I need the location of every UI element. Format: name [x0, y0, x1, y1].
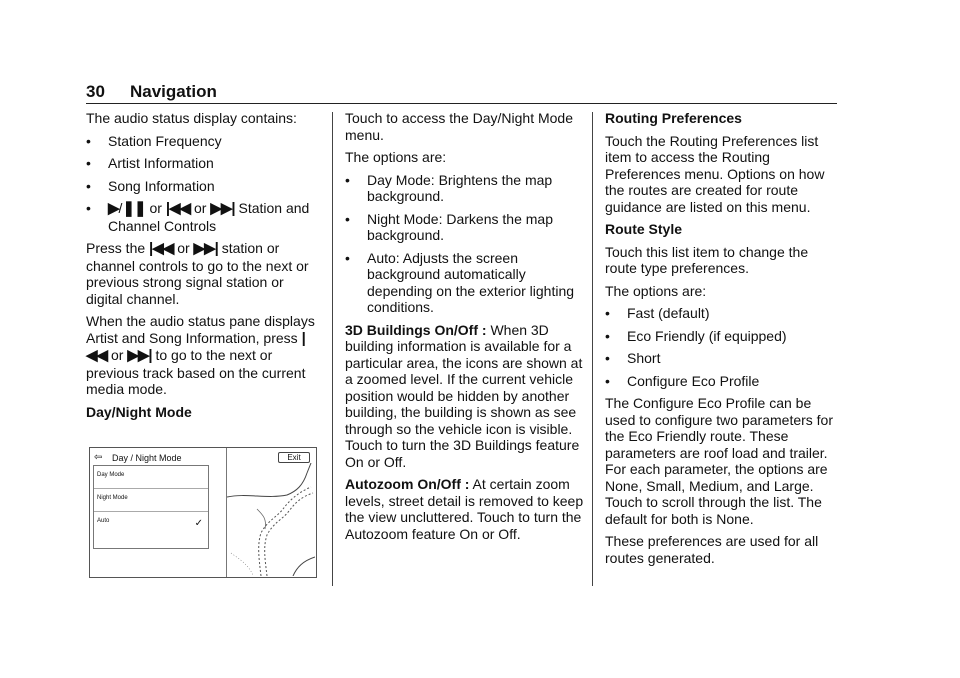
- section-title: Navigation: [130, 82, 217, 101]
- screen-title: Day / Night Mode: [112, 453, 182, 463]
- seek-forward-icon: ▶▶|: [127, 347, 152, 364]
- paragraph: The Configure Eco Profile can be used to configure two parameters for the Eco Friendly route. These parameters are roof load and trailer. For each parameter, the options are None, Small, Medium, and Large. Touch to scroll through the list. The default for both is None.: [605, 395, 834, 527]
- paragraph: Touch to access the Day/Night Mode menu.: [345, 110, 574, 143]
- column-3: [605, 110, 840, 572]
- seek-back-icon: |◀◀: [149, 240, 174, 257]
- header-rule: [86, 103, 837, 104]
- list-item: • Song Information: [86, 177, 215, 194]
- list-item: • Fast (default): [605, 305, 710, 321]
- column-2: [345, 110, 585, 548]
- intro-text: The audio status display contains:: [86, 110, 297, 126]
- list-item: • Night Mode: Darkens the map background.: [345, 210, 553, 243]
- paragraph-autozoom: Autozoom On/Off : At certain zoom levels, street detail is removed to keep the view uncluttered. Touch to turn the Autozoom feature On or Off.: [345, 476, 584, 542]
- paragraph-3d-buildings: 3D Buildings On/Off : When 3D building information is available for a particular area, the icons are shown at a zoomed level. If the current vehicle position would be hidden by another building, the building is shown as see through so the vehicle icon is visible. Touch to turn the 3D Buildings feature On or Off.: [345, 321, 583, 470]
- list-item: Auto ✓: [97, 518, 203, 529]
- list-item: • Eco Friendly (if equipped): [605, 327, 787, 344]
- paragraph: These preferences are used for all routes generated.: [605, 533, 819, 566]
- routing-preferences-heading: Routing Preferences: [605, 110, 742, 126]
- paragraph: The options are:: [605, 282, 707, 299]
- list-item: • Day Mode: Brightens the map background.: [345, 171, 553, 204]
- paragraph: The options are:: [345, 149, 447, 165]
- list-item: Night Mode: [94, 489, 208, 512]
- column-1: [86, 110, 324, 426]
- page-header: [86, 82, 217, 102]
- seek-forward-icon: ▶▶|: [193, 240, 218, 257]
- list-item: • Short: [605, 350, 661, 366]
- column-divider-2: [592, 112, 593, 586]
- when-paragraph: When the audio status pane displays Artist and Song Information, press |◀◀ or ▶▶| to go to the next or previous track based on the current media mode.: [86, 313, 315, 397]
- list-item: Day Mode: [94, 466, 208, 489]
- back-icon: ⇦: [94, 452, 103, 463]
- exit-button: Exit: [278, 452, 310, 463]
- seek-forward-icon: ▶▶|: [210, 200, 235, 217]
- paragraph: Touch the Routing Preferences list item to access the Routing Preferences menu. Options on how the routes are created for route guidance are listed on this menu.: [605, 132, 825, 215]
- list-item-controls: • ▶/❚❚ or |◀◀ or ▶▶| Station and Channel Controls: [86, 200, 310, 234]
- list-item: • Configure Eco Profile: [605, 372, 760, 389]
- pause-icon: ❚❚: [122, 200, 146, 217]
- seek-back-icon: |◀◀: [165, 200, 191, 217]
- mode-list: [93, 465, 209, 549]
- page-number: 30: [86, 82, 105, 101]
- press-paragraph: Press the |◀◀ or ▶▶| station or channel controls to go to the next or previous strong signal station or digital channel.: [86, 240, 309, 307]
- list-item: • Auto: Adjusts the screen background automatically depending on the exterior lighting conditions.: [345, 249, 575, 315]
- day-night-screenshot: [89, 447, 317, 578]
- route-style-heading: Route Style: [605, 221, 683, 237]
- paragraph: Touch this list item to change the route type preferences.: [605, 243, 809, 276]
- day-night-heading: Day/Night Mode: [86, 403, 192, 420]
- play-icon: ▶: [108, 200, 119, 217]
- check-icon: ✓: [194, 518, 203, 529]
- map-preview: [227, 463, 315, 576]
- list-item: • Station Frequency: [86, 132, 222, 149]
- list-item: • Artist Information: [86, 155, 214, 171]
- seek-back-icon: |◀◀: [86, 329, 305, 364]
- column-divider-1: [332, 112, 333, 586]
